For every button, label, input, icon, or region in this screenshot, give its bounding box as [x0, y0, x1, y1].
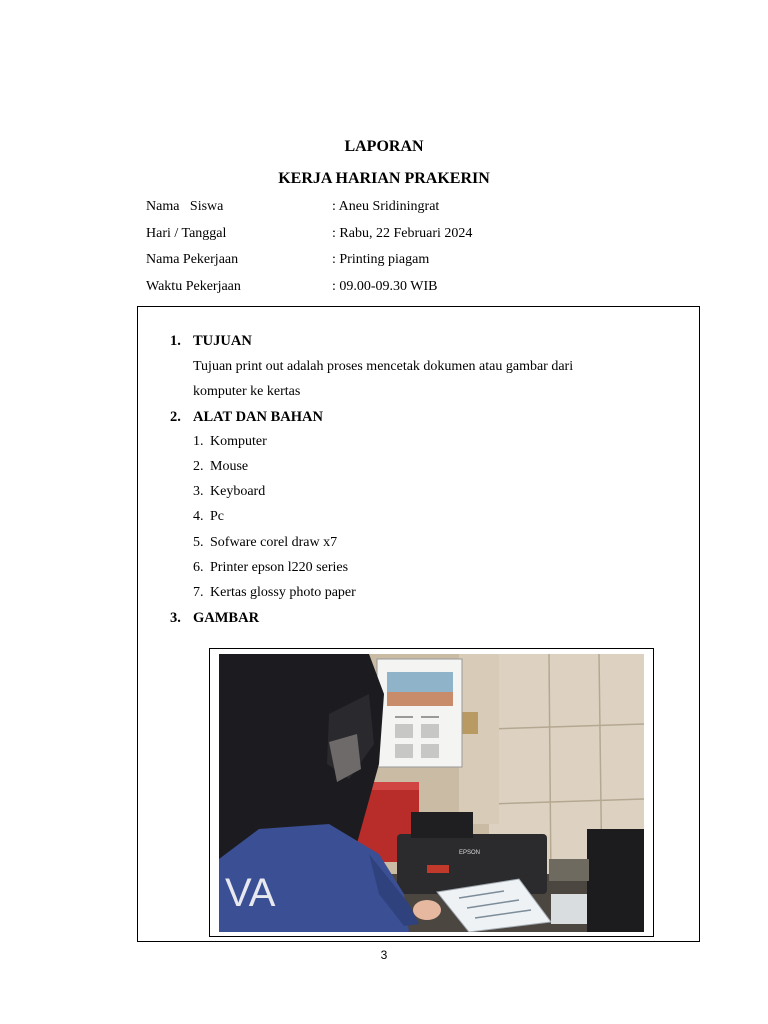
- photo-monitor: [587, 829, 644, 932]
- section-title: ALAT DAN BAHAN: [193, 409, 323, 425]
- list-item-text: Komputer: [210, 434, 267, 449]
- list-item-number: 5.: [193, 535, 204, 550]
- report-title: LAPORAN: [344, 138, 424, 155]
- photo-hand: [413, 900, 441, 920]
- info-value: : Rabu, 22 Februari 2024: [332, 226, 473, 241]
- list-item-number: 3.: [193, 484, 204, 499]
- page-number: 3: [380, 948, 388, 962]
- list-item-text: Sofware corel draw x7: [210, 535, 338, 550]
- info-row-hari-tanggal: [146, 226, 646, 244]
- list-item-number: 4.: [193, 509, 204, 524]
- list-item-number: 2.: [193, 459, 204, 474]
- list-item: [193, 484, 493, 502]
- photo-printer: [397, 834, 547, 894]
- list-item: [193, 585, 493, 603]
- list-item-number: 1.: [193, 434, 204, 449]
- section-title: TUJUAN: [193, 333, 252, 349]
- info-row-waktu-pekerjaan: [146, 279, 646, 297]
- list-item-text: Kertas glossy photo paper: [210, 585, 356, 600]
- info-label: Waktu Pekerjaan: [146, 279, 241, 294]
- info-label: Hari / Tanggal: [146, 226, 227, 241]
- list-item-text: Pc: [210, 509, 224, 524]
- tujuan-text-line1: Tujuan print out adalah proses mencetak dokumen atau gambar dari: [193, 359, 574, 374]
- section-title: GAMBAR: [193, 610, 260, 626]
- report-subtitle: KERJA HARIAN PRAKERIN: [278, 170, 490, 187]
- section-number: 2.: [170, 409, 181, 425]
- info-label: Nama Pekerjaan: [146, 252, 239, 267]
- list-item-text: Keyboard: [210, 484, 266, 499]
- sweater-lettering: VA: [225, 871, 276, 915]
- list-item: [193, 459, 493, 477]
- printer-photo: [219, 654, 644, 932]
- list-item: [193, 535, 493, 553]
- section-tujuan-heading: [170, 333, 370, 351]
- printer-brand-label: EPSON: [459, 850, 481, 856]
- info-value: : Aneu Sridiningrat: [332, 199, 440, 214]
- list-item-number: 6.: [193, 560, 204, 575]
- section-number: 1.: [170, 333, 181, 349]
- list-item: [193, 560, 493, 578]
- info-row-nama-siswa: [146, 199, 646, 217]
- info-value: : 09.00-09.30 WIB: [332, 279, 438, 294]
- info-value: : Printing piagam: [332, 252, 430, 267]
- section-number: 3.: [170, 610, 181, 626]
- photo-frame: [209, 648, 654, 937]
- section-alat-heading: [170, 409, 420, 427]
- tujuan-text-line2: komputer ke kertas: [193, 384, 301, 399]
- list-item: [193, 434, 493, 452]
- info-label: Nama Siswa: [146, 199, 224, 214]
- list-item-text: Printer epson l220 series: [210, 560, 349, 575]
- info-row-nama-pekerjaan: [146, 252, 646, 270]
- list-item: [193, 509, 493, 527]
- list-item-text: Mouse: [210, 459, 249, 474]
- section-gambar-heading: [170, 610, 370, 628]
- list-item-number: 7.: [193, 585, 204, 600]
